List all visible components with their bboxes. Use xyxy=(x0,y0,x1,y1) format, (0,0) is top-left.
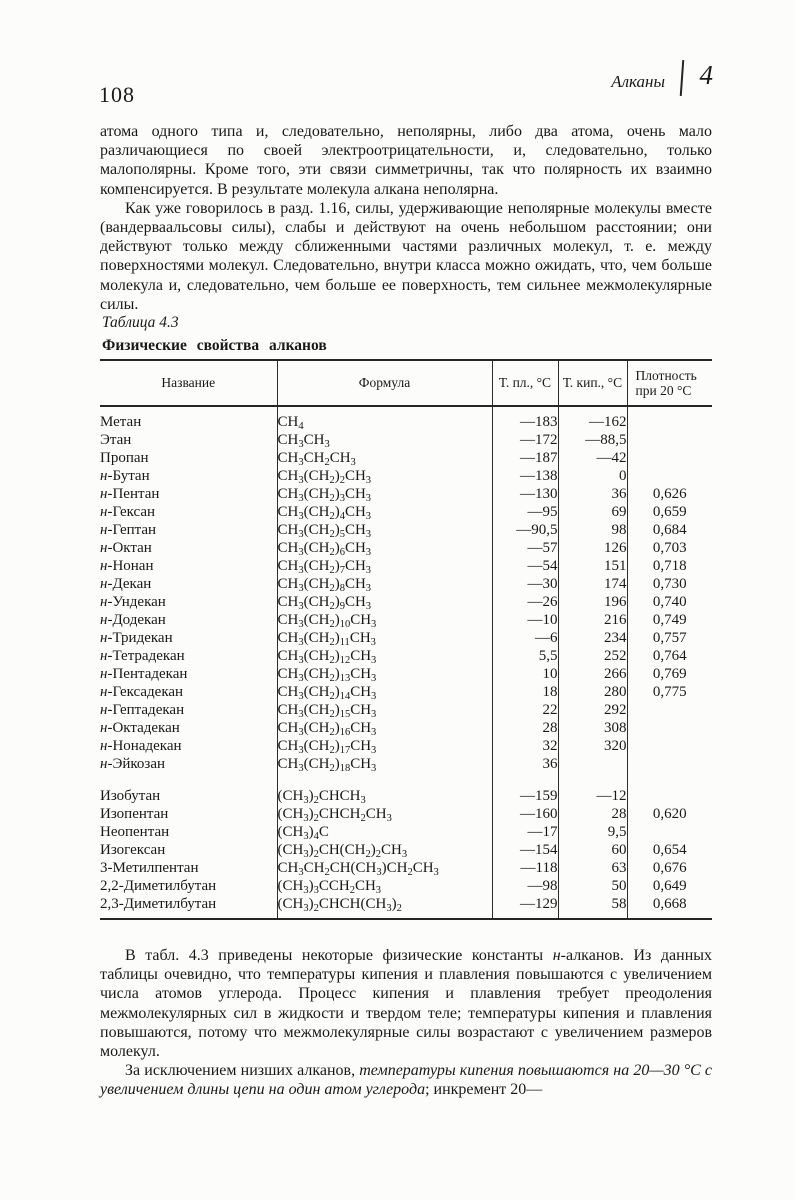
formula-cell: $CH_3(CH_2)_{16}CH_3$ xyxy=(277,719,492,737)
table-row xyxy=(100,701,712,719)
melting-point-cell: —95 xyxy=(492,503,558,521)
formula-cell: $CH_3CH_2CH(CH_3)CH_2CH_3$ xyxy=(277,859,492,877)
alkane-name-cell: н-Гексадекан xyxy=(100,683,277,701)
boiling-point-cell: 98 xyxy=(558,521,627,539)
formula-cell: $CH_3(CH_2)_2CH_3$ xyxy=(277,467,492,485)
body-text-bottom xyxy=(100,946,712,1100)
alkane-name-cell: Изобутан xyxy=(100,787,277,805)
physical-properties-table xyxy=(100,359,712,920)
alkane-name-cell: н-Октадекан xyxy=(100,719,277,737)
formula-cell: $CH_3(CH_2)_{12}CH_3$ xyxy=(277,647,492,665)
text-run: В табл. 4.3 приведены некоторые физические константы xyxy=(125,947,553,964)
alkane-name-cell: 2,3-Диметилбутан xyxy=(100,895,277,919)
melting-point-cell: —6 xyxy=(492,629,558,647)
formula-cell: $CH_3(CH_2)_5CH_3$ xyxy=(277,521,492,539)
boiling-point-cell: 28 xyxy=(558,805,627,823)
density-cell: 0,775 xyxy=(652,684,687,700)
table-caption-title: Физические свойства алканов xyxy=(102,337,327,354)
density-cell xyxy=(627,787,712,805)
column-header-melting-point: Т. пл., °С xyxy=(492,360,558,406)
melting-point-cell: —183 xyxy=(492,406,558,431)
melting-point-cell: —57 xyxy=(492,539,558,557)
melting-point-cell: —54 xyxy=(492,557,558,575)
table-row xyxy=(100,467,712,485)
melting-point-cell: —90,5 xyxy=(492,521,558,539)
body-text-top xyxy=(100,122,712,314)
table-row xyxy=(100,683,712,701)
formula-cell: $(CH_3)_2CHCH(CH_3)_2$ xyxy=(277,895,492,919)
melting-point-cell: —160 xyxy=(492,805,558,823)
alkane-name-cell: Метан xyxy=(100,406,277,431)
table-row xyxy=(100,431,712,449)
boiling-point-cell: 36 xyxy=(558,485,627,503)
alkane-name-cell: н-Октан xyxy=(100,539,277,557)
boiling-point-cell: 60 xyxy=(558,841,627,859)
text-run: Как уже говорилось в разд. 1.16, силы, удерживающие неполярные молекулы вместе (вандерваальсовы силы), слабы и действуют на очень небольшом расстоянии; они действуют только между сближенными частями различных молекул, т. е. между поверхностями молекул. Следовательно, внутри класса можно ожидать, что, чем больше молекула и, следовательно, чем больше ее поверхность, тем сильнее межмолекулярные силы. xyxy=(100,199,712,313)
formula-cell: $CH_3(CH_2)_3CH_3$ xyxy=(277,485,492,503)
alkane-name-cell: н-Эйкозан xyxy=(100,755,277,773)
spacer-cell xyxy=(277,773,492,787)
melting-point-cell: —130 xyxy=(492,485,558,503)
boiling-point-cell: 216 xyxy=(558,611,627,629)
density-cell: 0,703 xyxy=(652,540,687,556)
boiling-point-cell: 292 xyxy=(558,701,627,719)
density-cell: 0,626 xyxy=(652,486,687,502)
boiling-point-cell: 252 xyxy=(558,647,627,665)
density-cell xyxy=(627,719,712,737)
formula-cell: $CH_4$ xyxy=(277,406,492,431)
formula-cell: $(CH_3)_2CHCH_2CH_3$ xyxy=(277,805,492,823)
formula-cell: $(CH_3)_2CH(CH_2)_2CH_3$ xyxy=(277,841,492,859)
italic-text-run: температуры кипения повышаются на 20—30 °С с увеличением длины цепи на один атом углерода xyxy=(100,1062,712,1099)
density-cell: 0,769 xyxy=(652,666,687,682)
paragraph xyxy=(100,946,712,1061)
melting-point-cell: 28 xyxy=(492,719,558,737)
chapter-divider-line xyxy=(680,60,685,96)
density-cell xyxy=(627,823,712,841)
spacer-cell xyxy=(627,773,712,787)
column-header-formula: Формула xyxy=(277,360,492,406)
melting-point-cell: —154 xyxy=(492,841,558,859)
melting-point-cell: —17 xyxy=(492,823,558,841)
density-cell xyxy=(627,431,712,449)
density-cell xyxy=(627,737,712,755)
alkane-name-cell: н-Тетрадекан xyxy=(100,647,277,665)
paragraph xyxy=(100,122,712,199)
formula-cell: $CH_3(CH_2)_{13}CH_3$ xyxy=(277,665,492,683)
melting-point-cell: 18 xyxy=(492,683,558,701)
melting-point-cell: —172 xyxy=(492,431,558,449)
text-run: -алканов. Из данных таблицы очевидно, что температуры кипения и плавления повышаются с увеличением числа атомов углерода. Процесс кипения и плавления требует преодоления межмолекулярных сил в жидкости и твердом теле; температуры кипения и плавления повышаются, потому что межмолекулярные силы возрастают с увеличением размеров молекул. xyxy=(100,947,713,1061)
paragraph xyxy=(100,199,712,314)
density-cell: 0,620 xyxy=(652,806,687,822)
formula-cell: $CH_3(CH_2)_7CH_3$ xyxy=(277,557,492,575)
alkane-name-cell: н-Бутан xyxy=(100,467,277,485)
boiling-point-cell: 320 xyxy=(558,737,627,755)
table-row xyxy=(100,449,712,467)
alkane-name-cell: н-Тридекан xyxy=(100,629,277,647)
boiling-point-cell: —162 xyxy=(558,406,627,431)
density-cell: 0,668 xyxy=(627,895,712,919)
alkane-name-cell: н-Ундекан xyxy=(100,593,277,611)
density-cell xyxy=(627,467,712,485)
table-row xyxy=(100,647,712,665)
formula-cell: $CH_3(CH_2)_{11}CH_3$ xyxy=(277,629,492,647)
alkane-name-cell: н-Додекан xyxy=(100,611,277,629)
density-cell: 0,749 xyxy=(652,612,687,628)
boiling-point-cell xyxy=(558,755,627,773)
table-row xyxy=(100,611,712,629)
alkane-name-cell: н-Декан xyxy=(100,575,277,593)
boiling-point-cell: 174 xyxy=(558,575,627,593)
table-row xyxy=(100,877,712,895)
alkane-name-cell: н-Нонадекан xyxy=(100,737,277,755)
table-header-row xyxy=(100,360,712,406)
table-row xyxy=(100,737,712,755)
table-row xyxy=(100,719,712,737)
table-caption-label: Таблица 4.3 xyxy=(102,314,179,331)
spacer-cell xyxy=(558,773,627,787)
melting-point-cell: —98 xyxy=(492,877,558,895)
density-cell: 0,718 xyxy=(652,558,687,574)
melting-point-cell: —187 xyxy=(492,449,558,467)
table-row xyxy=(100,593,712,611)
boiling-point-cell: 280 xyxy=(558,683,627,701)
density-cell: 0,757 xyxy=(652,630,687,646)
boiling-point-cell: 151 xyxy=(558,557,627,575)
text-run: ; инкремент 20— xyxy=(425,1081,543,1099)
spacer-cell xyxy=(100,773,277,787)
formula-cell: $CH_3(CH_2)_{17}CH_3$ xyxy=(277,737,492,755)
formula-cell: $CH_3(CH_2)_6CH_3$ xyxy=(277,539,492,557)
column-header-density: Плотность при 20 °С xyxy=(627,360,712,406)
table-row xyxy=(100,406,712,431)
boiling-point-cell: 69 xyxy=(558,503,627,521)
alkane-name-cell: н-Пентан xyxy=(100,485,277,503)
density-cell xyxy=(627,701,712,719)
table-row xyxy=(100,805,712,823)
formula-cell: $CH_3CH_3$ xyxy=(277,431,492,449)
formula-cell: $CH_3(CH_2)_4CH_3$ xyxy=(277,503,492,521)
melting-point-cell: —30 xyxy=(492,575,558,593)
italic-text-run: н xyxy=(552,947,561,964)
formula-cell: $CH_3(CH_2)_{10}CH_3$ xyxy=(277,611,492,629)
text-run: атома одного типа и, следовательно, неполярны, либо два атома, очень мало различающиеся по своей электроотрицательности, и, следовательно, только малополярны. Кроме того, эти связи симметричны, так что полярность их взаимно компенсируется. В результате молекула алкана неполярна. xyxy=(100,123,712,198)
boiling-point-cell: 266 xyxy=(558,665,627,683)
melting-point-cell: 36 xyxy=(492,755,558,773)
alkane-name-cell: Неопентан xyxy=(100,823,277,841)
density-cell: 0,649 xyxy=(652,878,687,894)
alkane-name-cell: Изопентан xyxy=(100,805,277,823)
spacer-cell xyxy=(492,773,558,787)
formula-cell: $CH_3(CH_2)_9CH_3$ xyxy=(277,593,492,611)
density-cell xyxy=(627,406,712,431)
formula-cell: $CH_3(CH_2)_{15}CH_3$ xyxy=(277,701,492,719)
alkane-name-cell: 3-Метилпентан xyxy=(100,859,277,877)
melting-point-cell: —118 xyxy=(492,859,558,877)
page-number: 108 xyxy=(99,82,135,107)
formula-cell: $CH_3CH_2CH_3$ xyxy=(277,449,492,467)
table-row xyxy=(100,485,712,503)
group-spacer-row xyxy=(100,773,712,787)
table-row xyxy=(100,859,712,877)
boiling-point-cell: 58 xyxy=(558,895,627,919)
table-row xyxy=(100,841,712,859)
melting-point-cell: 32 xyxy=(492,737,558,755)
formula-cell: $CH_3(CH_2)_{18}CH_3$ xyxy=(277,755,492,773)
melting-point-cell: 5,5 xyxy=(492,647,558,665)
column-header-boiling-point: Т. кип., °С xyxy=(558,360,627,406)
boiling-point-cell: 196 xyxy=(558,593,627,611)
boiling-point-cell: 126 xyxy=(558,539,627,557)
formula-cell: $(CH_3)_4C$ xyxy=(277,823,492,841)
boiling-point-cell: 63 xyxy=(558,859,627,877)
alkane-name-cell: н-Гептадекан xyxy=(100,701,277,719)
boiling-point-cell: —12 xyxy=(558,787,627,805)
table-row xyxy=(100,575,712,593)
paragraph xyxy=(100,1061,712,1099)
density-cell: 0,730 xyxy=(652,576,687,592)
density-cell: 0,654 xyxy=(652,842,687,858)
column-header-name: Название xyxy=(100,360,277,406)
melting-point-cell: —159 xyxy=(492,787,558,805)
table-row xyxy=(100,755,712,773)
density-cell: 0,740 xyxy=(652,594,687,610)
boiling-point-cell: 50 xyxy=(558,877,627,895)
melting-point-cell: —26 xyxy=(492,593,558,611)
table-row xyxy=(100,521,712,539)
alkane-name-cell: Этан xyxy=(100,431,277,449)
table-body xyxy=(100,406,712,919)
formula-cell: $CH_3(CH_2)_8CH_3$ xyxy=(277,575,492,593)
boiling-point-cell: —42 xyxy=(558,449,627,467)
table-row xyxy=(100,539,712,557)
alkane-name-cell: Пропан xyxy=(100,449,277,467)
alkane-name-cell: н-Гептан xyxy=(100,521,277,539)
boiling-point-cell: 9,5 xyxy=(558,823,627,841)
chapter-number: 4 xyxy=(699,60,713,90)
boiling-point-cell: 308 xyxy=(558,719,627,737)
alkane-name-cell: н-Гексан xyxy=(100,503,277,521)
melting-point-cell: 22 xyxy=(492,701,558,719)
density-cell: 0,764 xyxy=(652,648,687,664)
density-cell xyxy=(627,449,712,467)
table-row xyxy=(100,629,712,647)
boiling-point-cell: —88,5 xyxy=(558,431,627,449)
alkane-name-cell: н-Пентадекан xyxy=(100,665,277,683)
alkane-name-cell: н-Нонан xyxy=(100,557,277,575)
table-row xyxy=(100,787,712,805)
density-cell: 0,659 xyxy=(652,504,687,520)
formula-cell: $(CH_3)_3CCH_2CH_3$ xyxy=(277,877,492,895)
running-head-title: Алканы xyxy=(611,72,665,91)
table-row xyxy=(100,823,712,841)
alkane-name-cell: 2,2-Диметилбутан xyxy=(100,877,277,895)
density-cell: 0,676 xyxy=(652,860,687,876)
melting-point-cell: —10 xyxy=(492,611,558,629)
boiling-point-cell: 234 xyxy=(558,629,627,647)
table-row xyxy=(100,665,712,683)
table-row xyxy=(100,503,712,521)
density-cell xyxy=(627,755,712,773)
melting-point-cell: 10 xyxy=(492,665,558,683)
table-row xyxy=(100,895,712,919)
melting-point-cell: —129 xyxy=(492,895,558,919)
melting-point-cell: —138 xyxy=(492,467,558,485)
formula-cell: $(CH_3)_2CHCH_3$ xyxy=(277,787,492,805)
alkane-name-cell: Изогексан xyxy=(100,841,277,859)
table-row xyxy=(100,557,712,575)
text-run: За исключением низших алканов, xyxy=(125,1062,360,1080)
boiling-point-cell: 0 xyxy=(558,467,627,485)
density-cell: 0,684 xyxy=(652,522,687,538)
formula-cell: $CH_3(CH_2)_{14}CH_3$ xyxy=(277,683,492,701)
